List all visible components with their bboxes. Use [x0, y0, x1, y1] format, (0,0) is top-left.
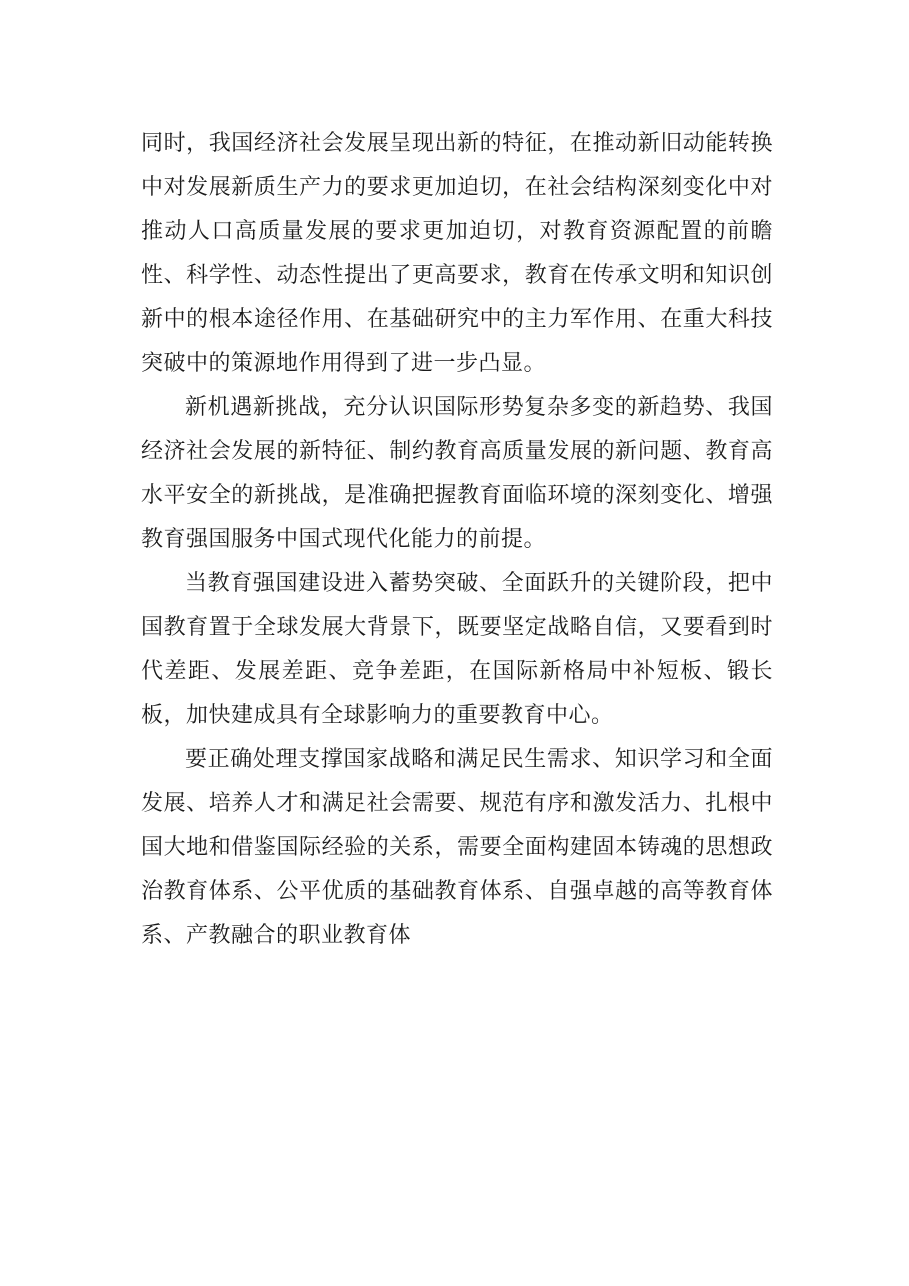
document-body [141, 122, 773, 958]
paragraph-1: 同时，我国经济社会发展呈现出新的特征，在推动新旧动能转换中对发展新质生产力的要求更加迫切，在社会结构深刻变化中对推动人口高质量发展的要求更加迫切，对教育资源配置的前瞻性、科学性、动态性提出了更高要求，教育在传承文明和知识创新中的根本途径作用、在基础研究中的主力军作用、在重大科技突破中的策源地作用得到了进一步凸显。 [141, 131, 773, 376]
paragraph-4: 要正确处理支撑国家战略和满足民生需求、知识学习和全面发展、培养人才和满足社会需要、规范有序和激发活力、扎根中国大地和借鉴国际经验的关系，需要全面构建固本铸魂的思想政治教育体系、公平优质的基础教育体系、自强卓越的高等教育体系、产教融合的职业教育体 [141, 747, 773, 948]
paragraph-3: 当教育强国建设进入蓄势突破、全面跃升的关键阶段，把中国教育置于全球发展大背景下，既要坚定战略自信，又要看到时代差距、发展差距、竞争差距，在国际新格局中补短板、锻长板，加快建成具有全球影响力的重要教育中心。 [141, 571, 773, 728]
paragraph-2: 新机遇新挑战，充分认识国际形势复杂多变的新趋势、我国经济社会发展的新特征、制约教育高质量发展的新问题、教育高水平安全的新挑战，是准确把握教育面临环境的深刻变化、增强教育强国服务中国式现代化能力的前提。 [141, 395, 773, 552]
